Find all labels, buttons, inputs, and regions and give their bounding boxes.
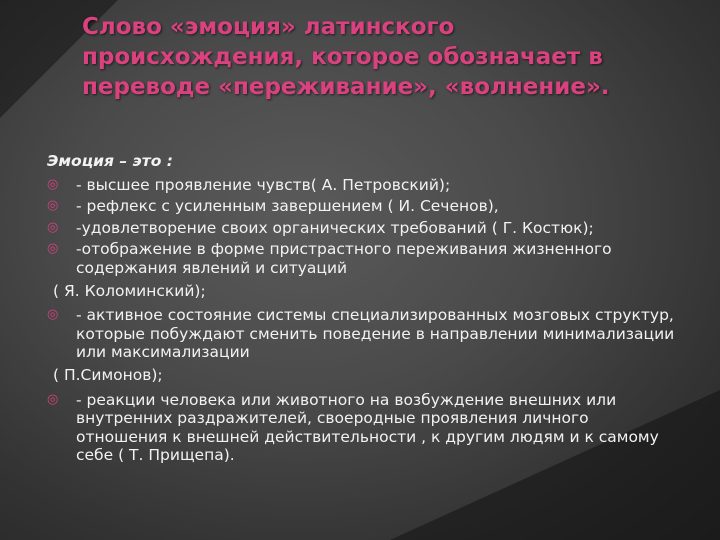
target-bullet-icon: ◎: [47, 307, 59, 323]
list-item: [47, 197, 677, 216]
list-item-text: - реакции человека или животного на возбуждение внешних или внутренних раздражителей, своеродные проявления личного отношения к внешней действительности , к другим людям и к самому себе ( Т. Прищепа).: [76, 390, 659, 465]
list-item-text: -удовлетворение своих органических требований ( Г. Костюк);: [76, 218, 594, 237]
list-item: [47, 306, 677, 362]
target-bullet-icon: ◎: [47, 176, 59, 192]
definition-lead: Эмоция – это :: [47, 152, 173, 170]
list-item-text: - высшее проявление чувств( А. Петровский);: [76, 175, 451, 194]
attribution-line: ( П.Симонов);: [53, 365, 163, 384]
slide-title: Слово «эмоция» латинского происхождения, которое обозначает в переводе «переживание», «волнение».: [82, 14, 610, 100]
attribution-line: ( Я. Коломинский);: [53, 281, 206, 300]
target-bullet-icon: ◎: [47, 391, 59, 407]
list-item: [47, 391, 677, 465]
list-item: [47, 219, 677, 238]
list-item-text: - активное состояние системы специализированных мозговых структур, которые побуждают сменить поведение в направлении минимализации или максимализации: [76, 306, 675, 362]
list-item-text: - рефлекс с усиленным завершением ( И. Сеченов),: [76, 197, 499, 216]
target-bullet-icon: ◎: [47, 198, 59, 214]
list-item-text: -отображение в форме пристрастного переживания жизненного содержания явлений и ситуаций: [76, 240, 612, 277]
slide-content: [47, 152, 677, 468]
list-item: [47, 240, 677, 277]
list-item: [47, 176, 677, 195]
target-bullet-icon: ◎: [47, 219, 59, 235]
target-bullet-icon: ◎: [47, 241, 59, 257]
